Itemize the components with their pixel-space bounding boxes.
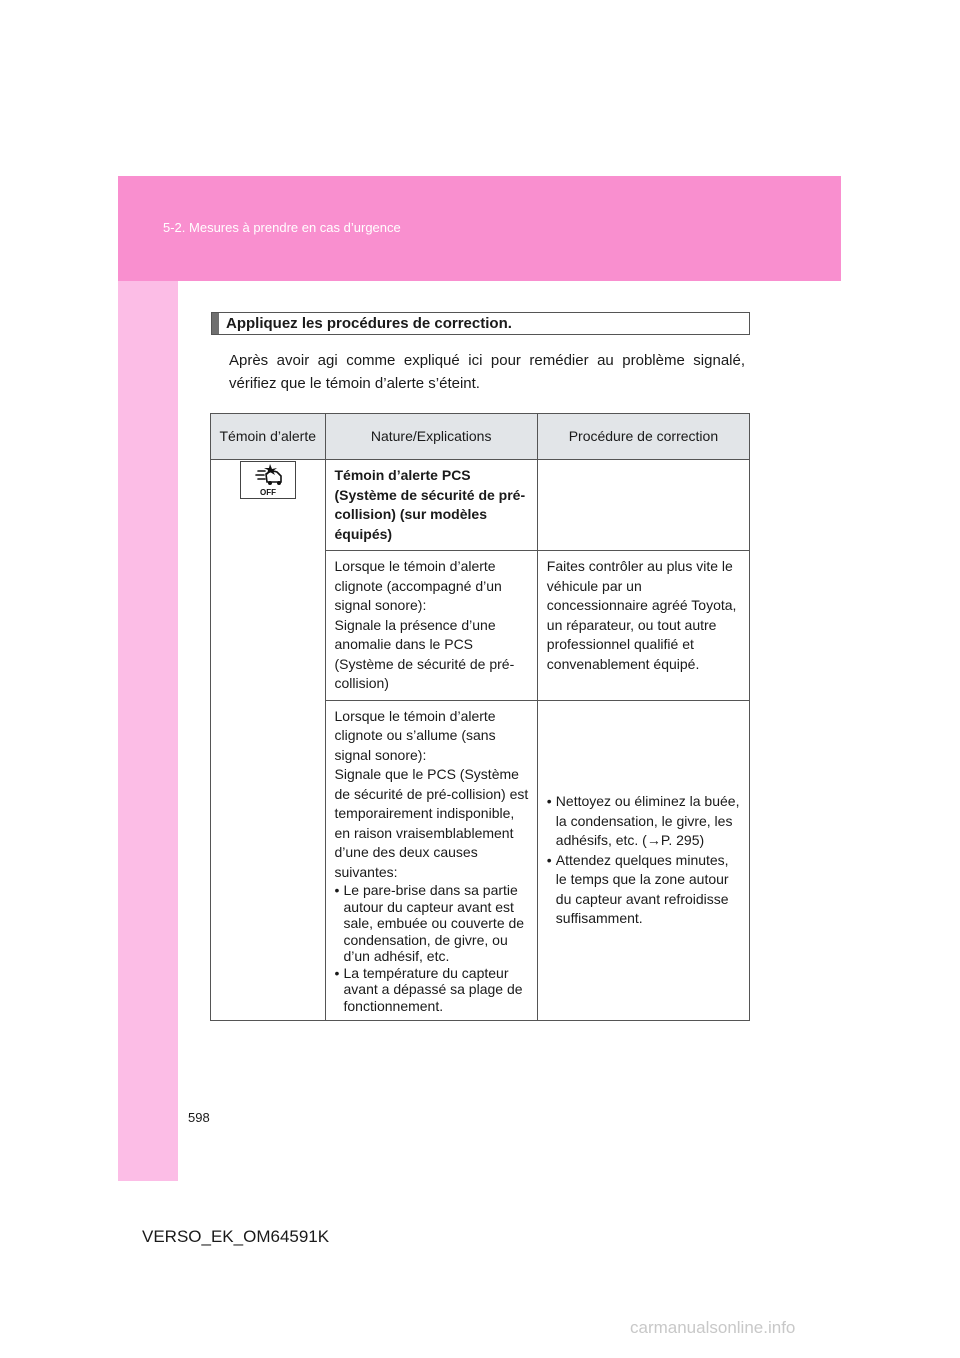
warning-table (210, 413, 750, 1021)
document-code: VERSO_EK_OM64591K (142, 1227, 330, 1246)
nature-cell-1: Lorsque le témoin d’alerte clignote (accompagné d’un signal sonore): Signale la présence d’une anomalie dans le PCS (Système de sécurité de pré-collision) (325, 551, 537, 701)
list-item: • Le pare-brise dans sa partie autour du capteur avant est sale, embuée ou couverte de condensation, de givre, ou d’un adhésif, etc. (335, 882, 531, 965)
list-item: • Nettoyez ou éliminez la buée, la condensation, le givre, les adhésifs, etc. (→P. 295) (547, 792, 743, 851)
intro-paragraph: Après avoir agi comme expliqué ici pour remédier au problème signalé, vérifiez que le témoin d’alerte s’éteint. (229, 352, 745, 392)
pcs-title-cell: Témoin d’alerte PCS (Système de sécurité de pré-collision) (sur modèles équipés) (325, 460, 537, 551)
list-item: • Attendez quelques minutes, le temps que la zone autour du capteur avant refroidisse suffisamment. (547, 851, 743, 929)
pcs-off-warning-icon (240, 461, 296, 499)
column-header-nature: Nature/Explications (325, 414, 537, 460)
section-title: 5-2. Mesures à prendre en cas d’urgence (163, 220, 401, 235)
table-header-row (211, 414, 750, 460)
empty-cell (537, 460, 749, 551)
procedure-cell-1: Faites contrôler au plus vite le véhicule par un concessionnaire agréé Toyota, un réparateur, ou tout autre professionnel qualifié et convenablement équipé. (537, 551, 749, 701)
page-number: 598 (188, 1110, 210, 1125)
column-header-light: Témoin d’alerte (211, 414, 326, 460)
pcs-off-warning-icon-graphic (241, 462, 295, 498)
causes-list (335, 882, 531, 1014)
watermark-text: carmanualsonline.info (630, 1318, 796, 1337)
column-header-procedure: Procédure de correction (537, 414, 749, 460)
table-row (211, 460, 750, 551)
list-item: • La température du capteur avant a dépassé sa plage de fonctionnement. (335, 965, 531, 1015)
warning-light-cell (211, 460, 326, 1021)
heading-marker (212, 313, 219, 334)
nature-text-2: Lorsque le témoin d’alerte clignote ou s’allume (sans signal sonore): Signale que le PCS (Système de sécurité de pré-collision) est temporairement indisponible, en raison vraisemblablement d’une des deux causes suivantes: (334, 707, 529, 880)
procedure-cell-2 (537, 700, 749, 1021)
icon-off-label: OFF (259, 488, 276, 497)
heading-text: Appliquez les procédures de correction. (226, 315, 512, 332)
side-margin-band (118, 281, 178, 1181)
procedures-list (547, 792, 743, 929)
nature-cell-2 (325, 700, 537, 1021)
procedure-heading (211, 312, 750, 335)
